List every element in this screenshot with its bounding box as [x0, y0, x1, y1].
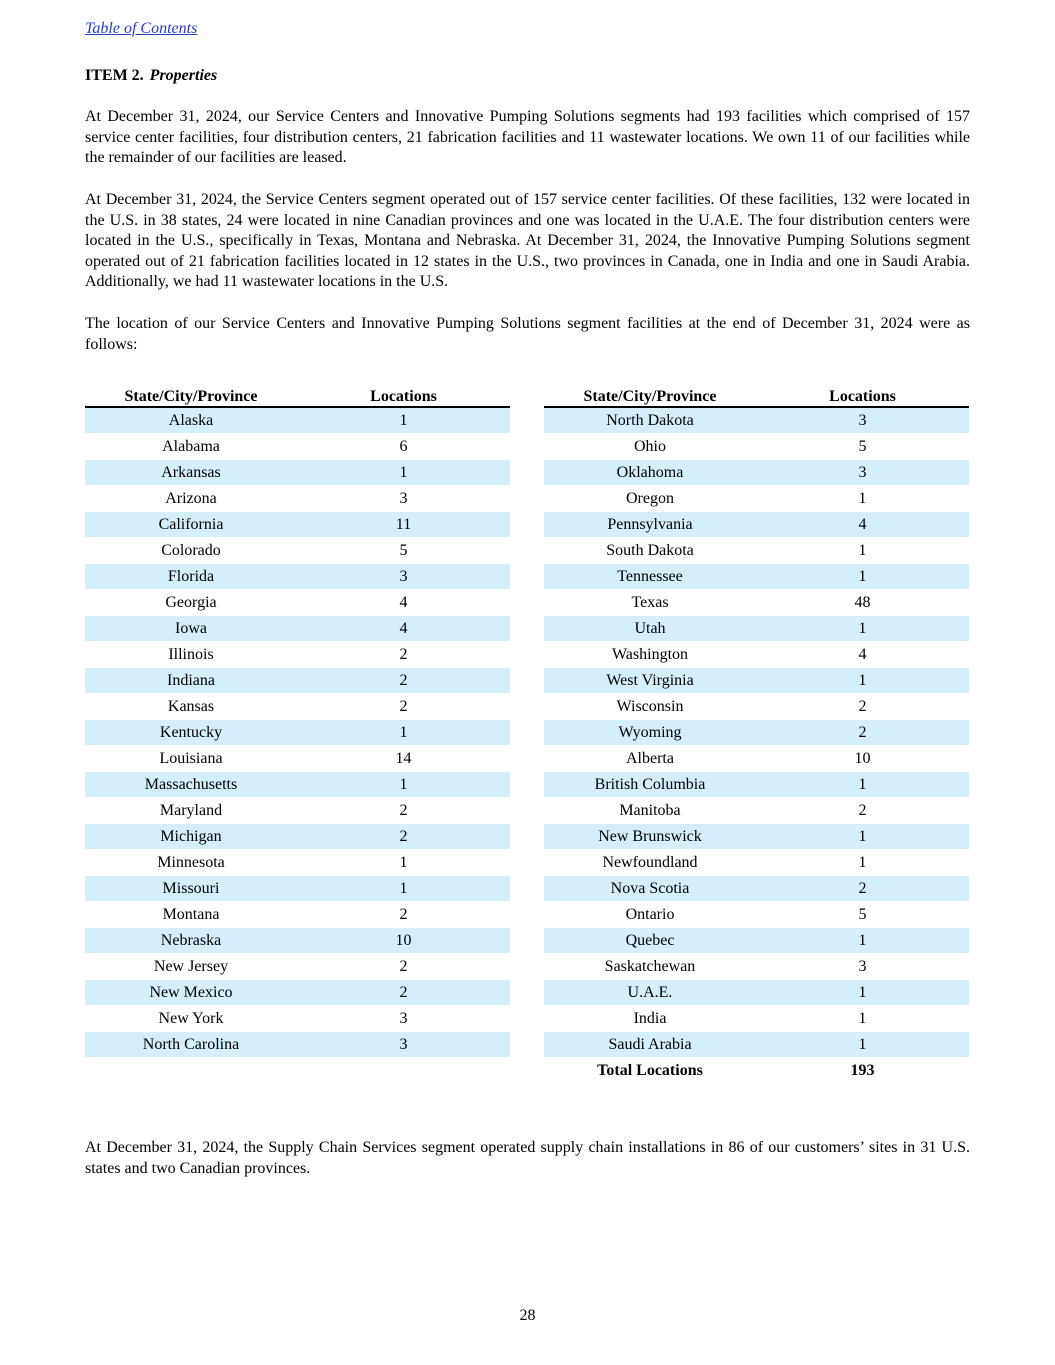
table-row [544, 1032, 969, 1058]
total-label: Total Locations [544, 1058, 756, 1084]
table-row [85, 616, 510, 642]
location-count: 1 [756, 668, 969, 694]
table-header-row [85, 385, 510, 407]
location-count: 2 [756, 720, 969, 746]
location-name: New York [85, 1006, 297, 1032]
location-count: 2 [297, 824, 510, 850]
table-row [85, 486, 510, 512]
location-name: Pennsylvania [544, 512, 756, 538]
column-header-locations: Locations [756, 385, 969, 407]
table-row [85, 980, 510, 1006]
table-row [85, 850, 510, 876]
table-row [85, 954, 510, 980]
table-row [85, 928, 510, 954]
location-name: Minnesota [85, 850, 297, 876]
location-name: India [544, 1006, 756, 1032]
location-name: North Dakota [544, 407, 756, 434]
location-name: Missouri [85, 876, 297, 902]
location-name: Tennessee [544, 564, 756, 590]
location-name: North Carolina [85, 1032, 297, 1058]
location-name: Texas [544, 590, 756, 616]
location-name: Illinois [85, 642, 297, 668]
location-count: 2 [297, 902, 510, 928]
table-row [85, 564, 510, 590]
location-name: Wyoming [544, 720, 756, 746]
table-row [544, 850, 969, 876]
table-row [544, 824, 969, 850]
location-name: Kentucky [85, 720, 297, 746]
location-count: 1 [756, 824, 969, 850]
table-row [85, 642, 510, 668]
location-name: Florida [85, 564, 297, 590]
location-count: 10 [297, 928, 510, 954]
location-name: Maryland [85, 798, 297, 824]
location-count: 2 [297, 642, 510, 668]
location-name: Indiana [85, 668, 297, 694]
location-name: Wisconsin [544, 694, 756, 720]
location-count: 3 [297, 1032, 510, 1058]
location-count: 1 [756, 772, 969, 798]
location-name: Ohio [544, 434, 756, 460]
location-count: 1 [756, 850, 969, 876]
total-row [544, 1058, 969, 1084]
table-row [85, 876, 510, 902]
table-row [544, 486, 969, 512]
table-row [544, 902, 969, 928]
location-count: 2 [297, 954, 510, 980]
location-name: Nova Scotia [544, 876, 756, 902]
location-name: Alabama [85, 434, 297, 460]
location-name: Washington [544, 642, 756, 668]
table-row [85, 902, 510, 928]
location-name: Saudi Arabia [544, 1032, 756, 1058]
location-name: Michigan [85, 824, 297, 850]
table-row [544, 720, 969, 746]
location-count: 1 [297, 850, 510, 876]
table-header-row [544, 385, 969, 407]
table-row [544, 876, 969, 902]
table-row [544, 746, 969, 772]
paragraph-supply-chain: At December 31, 2024, the Supply Chain Services segment operated supply chain installations in 86 of our customers’ sites in 31 U.S. states and two Canadian provinces. [85, 1139, 970, 1177]
location-count: 3 [756, 407, 969, 434]
location-name: California [85, 512, 297, 538]
location-name: South Dakota [544, 538, 756, 564]
location-name: New Brunswick [544, 824, 756, 850]
location-name: Quebec [544, 928, 756, 954]
location-name: U.A.E. [544, 980, 756, 1006]
location-count: 10 [756, 746, 969, 772]
location-name: Montana [85, 902, 297, 928]
table-row [85, 1032, 510, 1058]
table-row [85, 694, 510, 720]
paragraph-locations-intro: The location of our Service Centers and Innovative Pumping Solutions segment facilities at the end of December 31, 2024 were as follows: [85, 315, 970, 353]
column-header-state: State/City/Province [85, 385, 297, 407]
location-name: Alaska [85, 407, 297, 434]
location-count: 3 [756, 954, 969, 980]
location-count: 4 [297, 590, 510, 616]
location-count: 3 [297, 564, 510, 590]
location-name: Newfoundland [544, 850, 756, 876]
location-name: Utah [544, 616, 756, 642]
location-count: 2 [297, 980, 510, 1006]
location-count: 4 [756, 642, 969, 668]
table-row [544, 980, 969, 1006]
location-count: 3 [756, 460, 969, 486]
location-name: Ontario [544, 902, 756, 928]
table-row [544, 460, 969, 486]
location-count: 3 [297, 1006, 510, 1032]
location-name: Alberta [544, 746, 756, 772]
location-count: 14 [297, 746, 510, 772]
location-name: Iowa [85, 616, 297, 642]
page-number: 28 [519, 1307, 536, 1324]
table-row [544, 928, 969, 954]
table-row [85, 1006, 510, 1032]
location-count: 2 [297, 694, 510, 720]
paragraph-facilities-summary: At December 31, 2024, our Service Centers and Innovative Pumping Solutions segments had 193 facilities which comprised of 157 service center facilities, four distribution centers, 21 fabrication facilities and 11 wastewater locations. We own 11 of our facilities while the remainder of our facilities are leased. [85, 108, 970, 167]
table-row [85, 720, 510, 746]
location-count: 6 [297, 434, 510, 460]
table-row [85, 460, 510, 486]
locations-table-right [544, 385, 969, 1084]
table-row [544, 642, 969, 668]
table-row [85, 590, 510, 616]
table-row [544, 954, 969, 980]
table-row [544, 772, 969, 798]
table-row [544, 590, 969, 616]
location-name: Oregon [544, 486, 756, 512]
table-row [85, 538, 510, 564]
location-count: 5 [756, 902, 969, 928]
locations-table-left [85, 385, 510, 1058]
table-of-contents-link[interactable]: Table of Contents [85, 20, 198, 37]
item-title: Properties [149, 67, 218, 84]
location-count: 1 [297, 720, 510, 746]
table-row [544, 616, 969, 642]
column-header-locations: Locations [297, 385, 510, 407]
location-count: 2 [297, 668, 510, 694]
location-count: 5 [756, 434, 969, 460]
location-count: 1 [756, 980, 969, 1006]
item-number: ITEM 2. [85, 67, 144, 84]
location-count: 1 [297, 460, 510, 486]
table-row [544, 1006, 969, 1032]
location-name: Saskatchewan [544, 954, 756, 980]
location-count: 3 [297, 486, 510, 512]
location-name: Colorado [85, 538, 297, 564]
table-row [544, 407, 969, 434]
location-count: 48 [756, 590, 969, 616]
location-count: 11 [297, 512, 510, 538]
table-row [85, 772, 510, 798]
table-row [544, 538, 969, 564]
total-value: 193 [756, 1058, 969, 1084]
location-count: 1 [756, 928, 969, 954]
location-name: Arkansas [85, 460, 297, 486]
location-name: New Jersey [85, 954, 297, 980]
table-row [544, 798, 969, 824]
location-count: 1 [756, 486, 969, 512]
location-name: Louisiana [85, 746, 297, 772]
location-count: 4 [297, 616, 510, 642]
location-name: Arizona [85, 486, 297, 512]
table-row [544, 694, 969, 720]
location-name: British Columbia [544, 772, 756, 798]
table-row [544, 668, 969, 694]
location-count: 4 [756, 512, 969, 538]
location-name: Oklahoma [544, 460, 756, 486]
table-row [544, 512, 969, 538]
location-count: 2 [756, 694, 969, 720]
location-count: 5 [297, 538, 510, 564]
location-count: 1 [297, 407, 510, 434]
table-row [544, 564, 969, 590]
table-row [544, 434, 969, 460]
location-count: 1 [297, 772, 510, 798]
table-row [85, 512, 510, 538]
location-count: 2 [756, 798, 969, 824]
location-name: West Virginia [544, 668, 756, 694]
location-name: New Mexico [85, 980, 297, 1006]
location-count: 1 [756, 1032, 969, 1058]
location-count: 1 [756, 1006, 969, 1032]
location-name: Manitoba [544, 798, 756, 824]
table-row [85, 798, 510, 824]
location-name: Massachusetts [85, 772, 297, 798]
paragraph-service-centers: At December 31, 2024, the Service Centers segment operated out of 157 service center facilities. Of these facilities, 132 were located in the U.S. in 38 states, 24 were located in nine Canadian provinces and one was located in the U.A.E. The four distribution centers were located in the U.S., specifically in Texas, Montana and Nebraska. At December 31, 2024, the Innovative Pumping Solutions segment operated out of 21 fabrication facilities located in 12 states in the U.S., two provinces in Canada, one in India and one in Saudi Arabia. Additionally, we had 11 wastewater locations in the U.S. [85, 191, 970, 291]
location-count: 2 [756, 876, 969, 902]
table-row [85, 407, 510, 434]
location-count: 1 [756, 538, 969, 564]
table-row [85, 824, 510, 850]
item-heading [85, 67, 217, 85]
location-name: Kansas [85, 694, 297, 720]
location-name: Nebraska [85, 928, 297, 954]
table-row [85, 434, 510, 460]
location-name: Georgia [85, 590, 297, 616]
location-count: 1 [297, 876, 510, 902]
location-count: 1 [756, 564, 969, 590]
column-header-state: State/City/Province [544, 385, 756, 407]
table-row [85, 668, 510, 694]
location-count: 2 [297, 798, 510, 824]
location-count: 1 [756, 616, 969, 642]
table-row [85, 746, 510, 772]
